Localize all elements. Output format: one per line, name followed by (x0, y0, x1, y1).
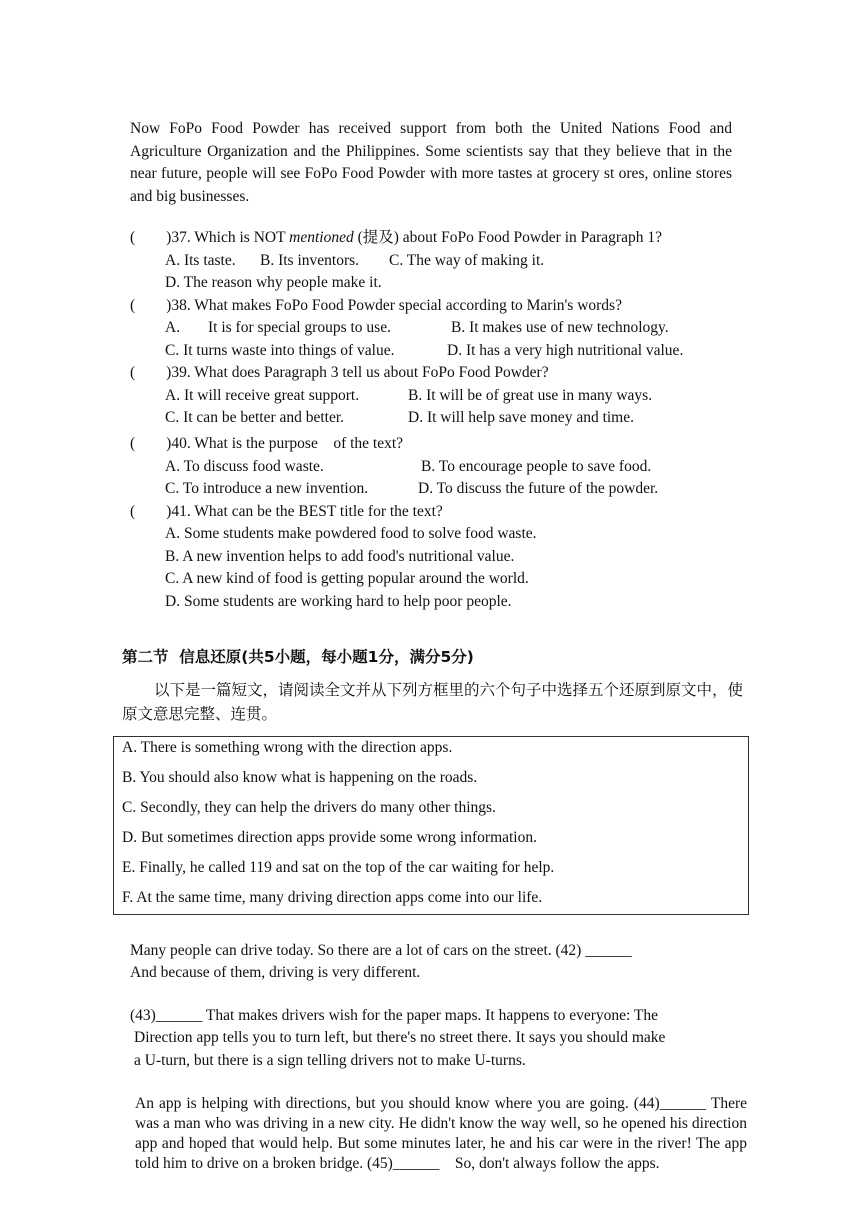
section-title: 第二节 信息还原(共5小题，每小题1分，满分5分) (122, 648, 474, 666)
box-option-d: D. But sometimes direction apps provide some wrong information. (122, 829, 537, 846)
passage-p3: An app is helping with directions, but you should know where you are going. (44)______ There was a man who was driving in a new city. He didn't know the way well, so he opened his direction app and hoped that would help. But some minutes later, he and his car were in the river! The app told him to drive on a broken bridge. (45)______ So, don't always follow the apps. (135, 1095, 751, 1172)
q40-option-c: C. To introduce a new invention. (165, 480, 369, 497)
q40-option-d: D. To discuss the future of the powder. (418, 480, 659, 497)
passage-p1-line2: And because of them, driving is very different. (130, 964, 421, 981)
box-option-e: E. Finally, he called 119 and sat on the top of the car waiting for help. (122, 859, 555, 876)
q40-option-a: A. To discuss food waste. (165, 458, 324, 475)
q41-option-d: D. Some students are working hard to help poor people. (165, 593, 512, 610)
q38-option-d: D. It has a very high nutritional value. (447, 342, 684, 359)
options-box (113, 736, 749, 915)
section-instructions: 以下是一篇短文，请阅读全文并从下列方框里的六个句子中选择五个还原到原文中，使原文意思完整、连贯。 (122, 681, 744, 723)
passage-p2-line1: (43)______ That makes drivers wish for the paper maps. It happens to everyone: The (130, 1007, 659, 1024)
passage-p2-line3: a U-turn, but there is a sign telling drivers not to make U-turns. (134, 1052, 526, 1069)
question-39: ( )39. What does Paragraph 3 tell us about FoPo Food Powder? (130, 364, 549, 381)
box-option-a: A. There is something wrong with the direction apps. (122, 739, 453, 756)
q38-option-c: C. It turns waste into things of value. (165, 342, 395, 359)
question-41: ( )41. What can be the BEST title for the text? (130, 503, 443, 520)
question-37-prefix: ( )37. Which is NOT (130, 229, 290, 246)
passage-p2-line2: Direction app tells you to turn left, but there's no street there. It says you should make (134, 1029, 666, 1046)
q37-option-b: B. Its inventors. (260, 252, 360, 269)
question-37-suffix: (提及) about FoPo Food Powder in Paragraph 1? (353, 229, 662, 246)
q41-option-c: C. A new kind of food is getting popular around the world. (165, 570, 529, 587)
q40-option-b: B. To encourage people to save food. (421, 458, 652, 475)
box-option-b: B. You should also know what is happening on the roads. (122, 769, 478, 786)
q37-option-c: C. The way of making it. (389, 252, 545, 269)
question-37 (130, 227, 662, 250)
question-37-italic: mentioned (289, 229, 354, 246)
question-40: ( )40. What is the purpose of the text? (130, 435, 404, 452)
q39-option-a: A. It will receive great support. (165, 387, 360, 404)
q39-option-c: C. It can be better and better. (165, 409, 345, 426)
q41-option-b: B. A new invention helps to add food's nutritional value. (165, 548, 515, 565)
box-option-c: C. Secondly, they can help the drivers do many other things. (122, 799, 496, 816)
passage-p1-line1: Many people can drive today. So there are a lot of cars on the street. (42) ______ (130, 942, 632, 959)
q41-option-a: A. Some students make powdered food to solve food waste. (165, 525, 537, 542)
box-option-f: F. At the same time, many driving direction apps come into our life. (122, 889, 543, 906)
question-38: ( )38. What makes FoPo Food Powder special according to Marin's words? (130, 297, 622, 314)
q38-option-b: B. It makes use of new technology. (451, 319, 669, 336)
q38-option-a-letter: A. (165, 319, 181, 336)
q39-option-b: B. It will be of great use in many ways. (408, 387, 653, 404)
q37-option-d: D. The reason why people make it. (165, 274, 382, 291)
q38-option-a: It is for special groups to use. (208, 319, 391, 336)
intro-paragraph: Now FoPo Food Powder has received support from both the United Nations Food and Agriculture Organization and the Philippines. Some scientists say that they believe that in the near future, people will see FoPo Food Powder with more tastes at grocery st ores, online stores and big businesses. (130, 120, 732, 205)
q39-option-d: D. It will help save money and time. (408, 409, 634, 426)
q37-option-a: A. Its taste. (165, 252, 236, 269)
